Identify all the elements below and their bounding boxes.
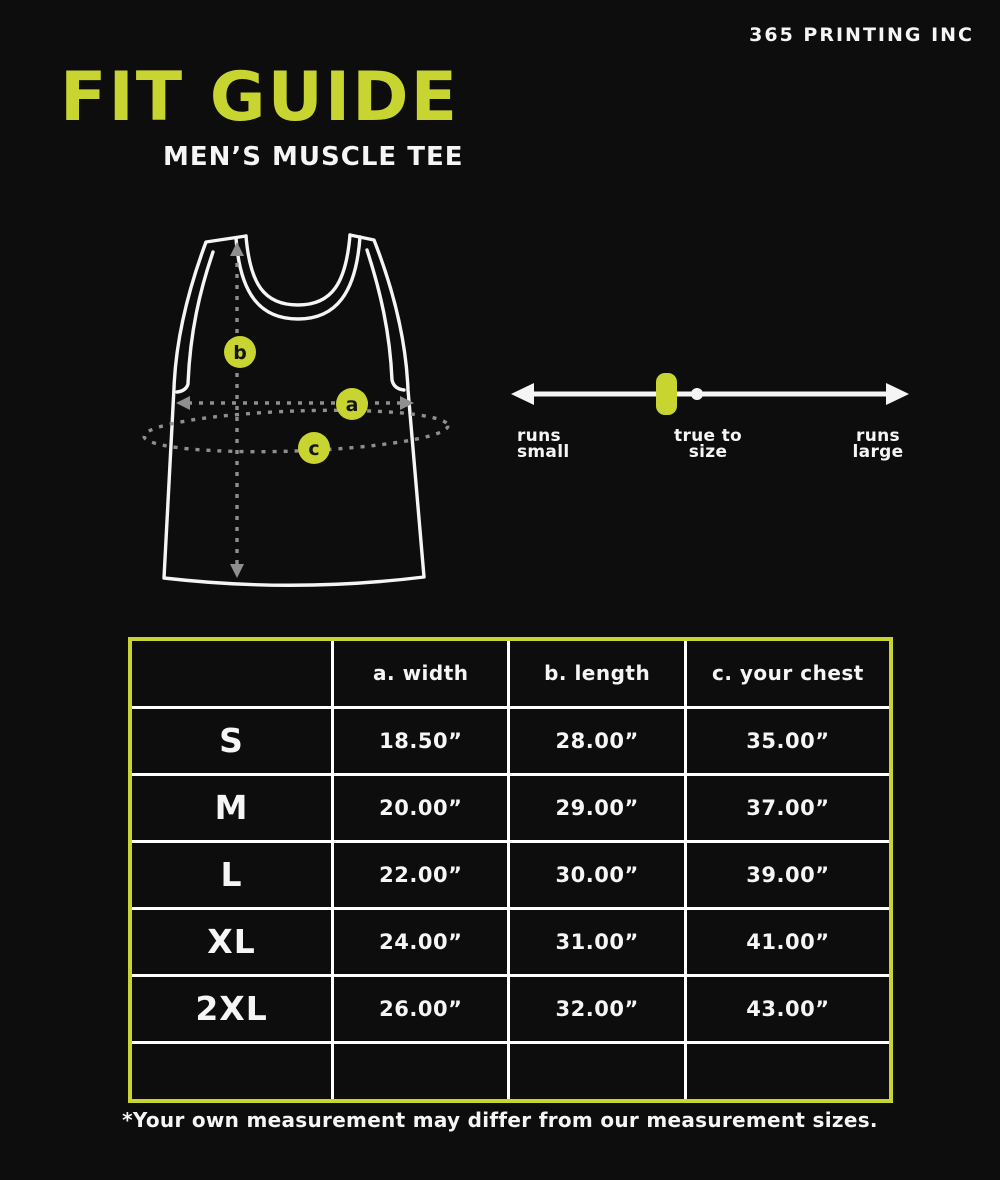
fit-scale-marker [656,373,677,415]
chest-value: 41.00” [685,908,889,975]
table-row [132,774,889,841]
length-value: 28.00” [509,707,685,774]
width-value: 18.50” [333,707,509,774]
fit-scale-center-dot [691,388,703,400]
size-label: S [132,707,333,774]
chest-value: 37.00” [685,774,889,841]
length-value: 29.00” [509,774,685,841]
length-value: 31.00” [509,908,685,975]
width-value: 26.00” [333,975,509,1042]
marker-b-label: b [233,342,247,364]
table-header-row [132,641,889,707]
chest-guide-ellipse [143,406,448,457]
scale-label-runs-large [843,426,913,462]
col-header-width: a. width [333,641,509,707]
fit-scale [511,373,909,415]
width-value: 22.00” [333,841,509,908]
measurement-disclaimer: *Your own measurement may differ from our measurement sizes. [122,1108,878,1132]
size-label: 2XL [132,975,333,1042]
scale-label-runs-small [517,426,570,462]
table-row [132,975,889,1042]
scale-label-line: large [852,441,904,462]
col-header-length: b. length [509,641,685,707]
arrow-up [230,242,244,256]
size-label: XL [132,908,333,975]
table-row [132,841,889,908]
scale-label-line: small [517,441,570,462]
fit-scale-arrow-left [511,383,534,405]
width-value: 20.00” [333,774,509,841]
chest-value: 39.00” [685,841,889,908]
size-label [132,1042,333,1099]
marker-a-label: a [345,394,359,416]
table-row [132,707,889,774]
scale-label-line: runs [517,426,561,446]
muscle-tee-outline [164,235,424,585]
neckline-outer [246,235,350,305]
size-table [128,637,893,1103]
col-header-chest: c. your chest [685,641,889,707]
diagram-markers [224,336,368,464]
arrow-down [230,564,244,578]
length-value [509,1042,685,1099]
page-title: FIT GUIDE [60,58,460,137]
scale-label-line: runs [856,426,900,446]
fit-scale-arrow-right [886,383,909,405]
arrow-left [176,396,190,410]
size-label: M [132,774,333,841]
scale-label-line: true to [674,426,742,446]
length-value: 32.00” [509,975,685,1042]
width-value: 24.00” [333,908,509,975]
scale-label-line: size [688,441,728,462]
brand-name: 365 PRINTING INC [749,24,974,46]
table-row-empty [132,1042,889,1099]
col-header-size [132,641,333,707]
length-value: 30.00” [509,841,685,908]
chest-value [685,1042,889,1099]
marker-c-label: c [308,438,320,460]
chest-value: 35.00” [685,707,889,774]
page-subtitle: MEN’S MUSCLE TEE [163,142,464,172]
width-value [333,1042,509,1099]
scale-label-true-to-size [658,426,758,462]
table-row [132,908,889,975]
chest-value: 43.00” [685,975,889,1042]
size-label: L [132,841,333,908]
